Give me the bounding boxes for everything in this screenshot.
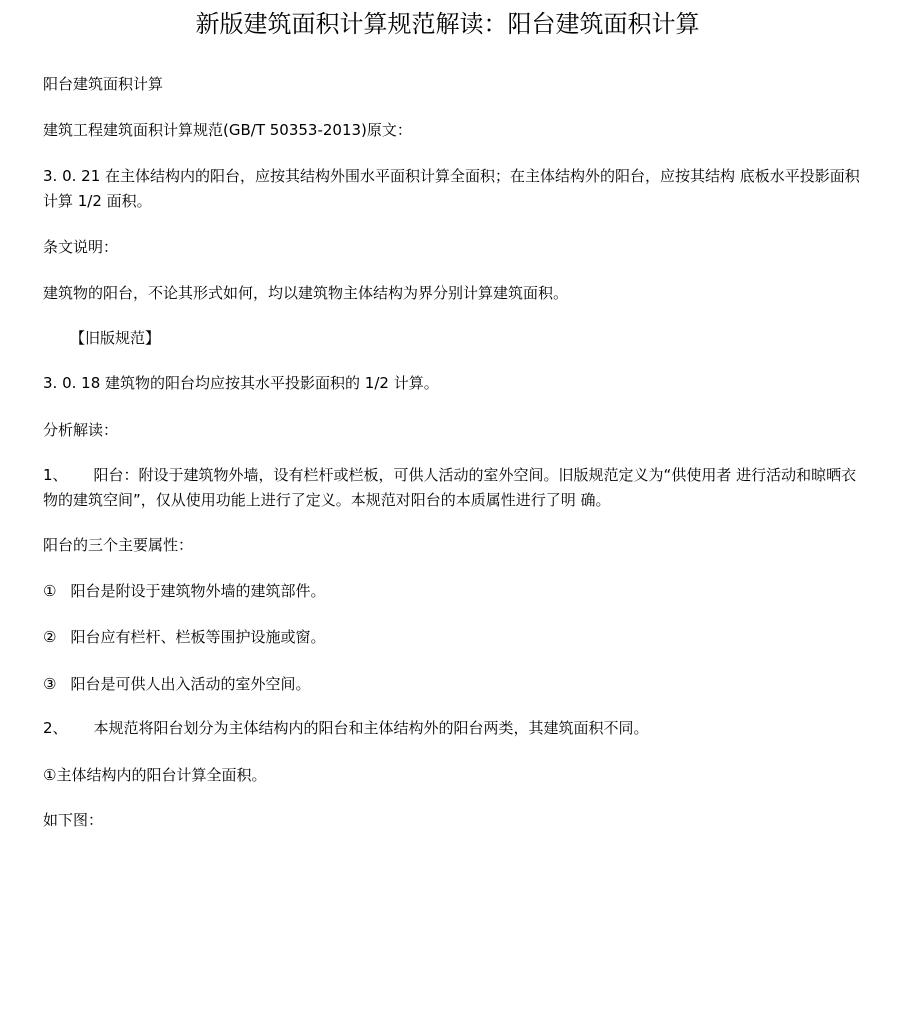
clause-3-0-21: 3. 0. 21 在主体结构内的阳台，应按其结构外围水平面积计算全面积；在主体结构外的阳台，应按其结构 底板水平投影面积计算 1/2 面积。	[43, 167, 860, 210]
clause-3-0-18: 3. 0. 18 建筑物的阳台均应按其水平投影面积的 1/2 计算。	[43, 374, 439, 392]
attribute-item	[43, 579, 863, 604]
attribute-marker: ①	[43, 582, 57, 600]
attribute-text: 阳台是可供人出入活动的室外空间。	[70, 675, 311, 693]
point-1-number: 1、	[43, 466, 68, 484]
section-heading: 阳台建筑面积计算	[43, 75, 164, 93]
figure-label: 如下图：	[43, 811, 104, 829]
clause-explanation: 建筑物的阳台，不论其形式如何，均以建筑物主体结构为界分别计算建筑面积。	[43, 284, 569, 302]
analysis-point-1	[43, 463, 863, 513]
document-title: 新版建筑面积计算规范解读：阳台建筑面积计算	[195, 10, 700, 38]
point-2-text: 本规范将阳台划分为主体结构内的阳台和主体结构外的阳台两类，其建筑面积不同。	[93, 719, 649, 737]
attribute-marker: ③	[43, 675, 57, 693]
subpoint-1: ①主体结构内的阳台计算全面积。	[43, 766, 267, 784]
point-1-text: 阳台：附设于建筑物外墙，设有栏杆或栏板，可供人活动的室外空间。旧版规范定义为“供使用者 进行活动和晾晒衣物的建筑空间”，仅从使用功能上进行了定义。本规范对阳台的本质属性进行了明 确。	[43, 466, 857, 509]
code-original-intro: 建筑工程建筑面积计算规范(GB/T 50353-2013)原文：	[43, 121, 412, 139]
clause-explanation-label: 条文说明：	[43, 238, 119, 256]
attribute-text: 阳台是附设于建筑物外墙的建筑部件。	[70, 582, 326, 600]
old-code-label: 【旧版规范】	[70, 329, 161, 347]
analysis-point-2	[43, 716, 863, 741]
attribute-item	[43, 625, 863, 650]
attribute-item	[43, 672, 863, 697]
analysis-label: 分析解读：	[43, 421, 119, 439]
attributes-label: 阳台的三个主要属性：	[43, 536, 194, 554]
point-2-number: 2、	[43, 719, 68, 737]
attribute-text: 阳台应有栏杆、栏板等围护设施或窗。	[70, 628, 326, 646]
attribute-marker: ②	[43, 628, 57, 646]
